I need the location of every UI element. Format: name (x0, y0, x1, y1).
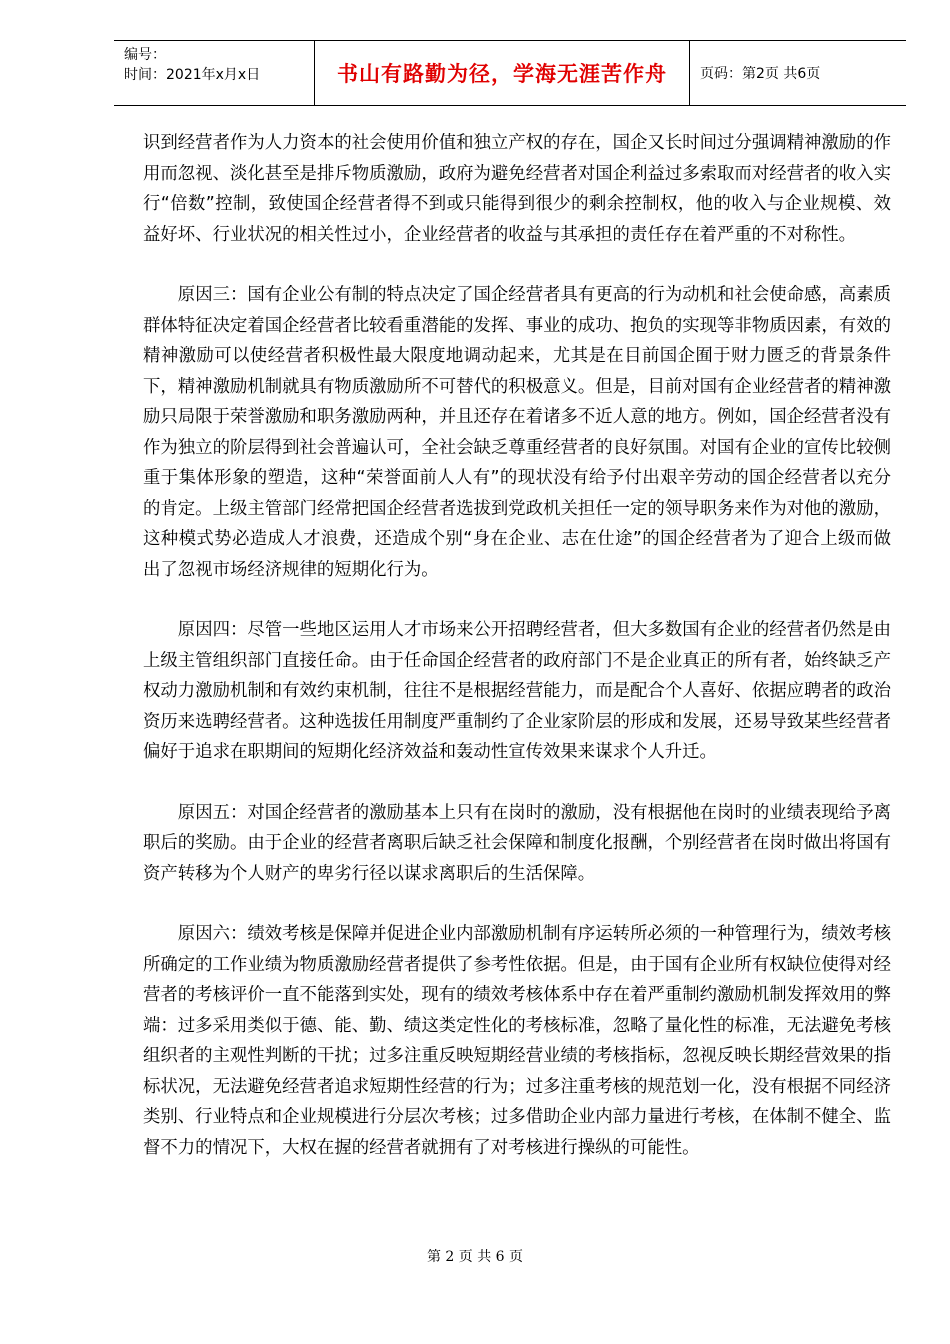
document-time-label: 时间：2021年x月x日 (124, 67, 261, 83)
paragraph-2: 原因三：国有企业公有制的特点决定了国企经营者具有更高的行为动机和社会使命感，高素质群体特征决定着国企经营者比较看重潜能的发挥、事业的成功、抱负的实现等非物质因素，有效的精神激励可以使经营者积极性最大限度地调动起来，尤其是在目前国企囿于财力匮乏的背景条件下，精神激励机制就具有物质激励所不可替代的积极意义。但是，目前对国有企业经营者的精神激励只局限于荣誉激励和职务激励两种，并且还存在着诸多不近人意的地方。例如，国企经营者没有作为独立的阶层得到社会普遍认可，全社会缺乏尊重经营者的良好氛围。对国有企业的宣传比较侧重于集体形象的塑造，这种“荣誉面前人人有”的现状没有给予付出艰辛劳动的国企经营者以充分的肯定。上级主管部门经常把国企经营者选拔到党政机关担任一定的领导职务来作为对他的激励，这种模式势必造成人才浪费，还造成个别“身在企业、志在仕途”的国企经营者为了迎合上级而做出了忽视市场经济规律的短期化行为。 (143, 285, 891, 580)
header-motto: 书山有路勤为径，学海无涯苦作舟 (315, 41, 690, 105)
header-meta (114, 41, 315, 105)
paragraph-1: 识到经营者作为人力资本的社会使用价值和独立产权的存在，国企又长时间过分强调精神激励的作用而忽视、淡化甚至是排斥物质激励，政府为避免经营者对国企利益过多索取而对经营者的收入实行“倍数”控制，致使国企经营者得不到或只能得到很少的剩余控制权，他的收入与企业规模、效益好坏、行业状况的相关性过小，企业经营者的收益与其承担的责任存在着严重的不对称性。 (143, 133, 891, 245)
page-footer: 第 2 页 共 6 页 (426, 1249, 524, 1265)
paragraph-5: 原因六：绩效考核是保障并促进企业内部激励机制有序运转所必须的一种管理行为，绩效考核所确定的工作业绩为物质激励经营者提供了参考性依据。但是，由于国有企业所有权缺位使得对经营者的考核评价一直不能落到实处，现有的绩效考核体系中存在着严重制约激励机制发挥效用的弊端：过多采用类似于德、能、勤、绩这类定性化的考核标准，忽略了量化性的标准，无法避免考核组织者的主观性判断的干扰；过多注重反映短期经营业绩的考核指标，忽视反映长期经营效果的指标状况，无法避免经营者追求短期性经营的行为；过多注重考核的规范划一化，没有根据不同经济类别、行业特点和企业规模进行分层次考核；过多借助企业内部力量进行考核，在体制不健全、监督不力的情况下，大权在握的经营者就拥有了对考核进行操纵的可能性。 (143, 924, 891, 1158)
document-number-label: 编号： (124, 47, 166, 63)
header-page-label: 页码：第2页 共6页 (700, 66, 821, 82)
paragraph-3: 原因四：尽管一些地区运用人才市场来公开招聘经营者，但大多数国有企业的经营者仍然是由上级主管组织部门直接任命。由于任命国企经营者的政府部门不是企业真正的所有者，始终缺乏产权动力激励机制和有效约束机制，往往不是根据经营能力，而是配合个人喜好、依据应聘者的政治资历来选聘经营者。这种选拔任用制度严重制约了企业家阶层的形成和发展，还易导致某些经营者偏好于追求在职期间的短期化经济效益和轰动性宣传效果来谋求个人升迁。 (143, 620, 891, 762)
page-header (114, 40, 906, 106)
paragraph-4: 原因五：对国企经营者的激励基本上只有在岗时的激励，没有根据他在岗时的业绩表现给予离职后的奖励。由于企业的经营者离职后缺乏社会保障和制度化报酬，个别经营者在岗时做出将国有资产转移为个人财产的卑劣行径以谋求离职后的生活保障。 (143, 802, 891, 884)
document-body (143, 128, 891, 1193)
